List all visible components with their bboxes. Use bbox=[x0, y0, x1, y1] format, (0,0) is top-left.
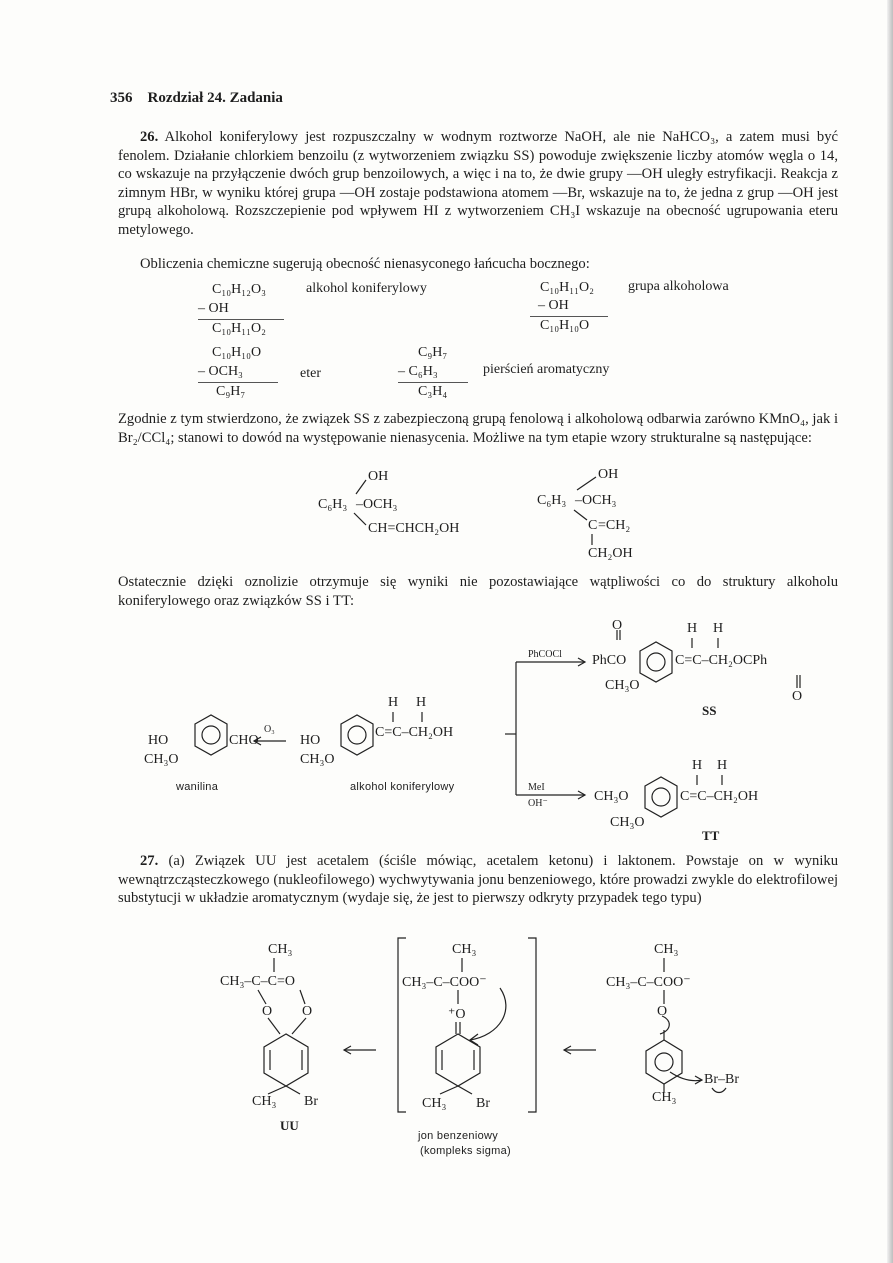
calc-d2: – C₆H₃ bbox=[398, 364, 438, 379]
ion-ch3: CH₃ bbox=[422, 1096, 447, 1111]
calc-a3: C₁₀H₁₁O₂ bbox=[212, 321, 266, 336]
ss-ch3o: CH₃O bbox=[605, 678, 640, 693]
vanillin-label: wanilina bbox=[176, 781, 219, 793]
uu-ch3c: CH₃–C–C=O bbox=[220, 974, 296, 989]
calc-c3: C₉H₇ bbox=[216, 384, 246, 399]
calc-a1: C₁₀H₁₂O₃ bbox=[212, 282, 266, 297]
uu-o-right: O bbox=[302, 1004, 313, 1019]
tt-ch3o-para: CH₃O bbox=[594, 789, 629, 804]
uu-br: Br bbox=[304, 1094, 318, 1109]
coniferyl-h2: H bbox=[416, 695, 427, 710]
ion-br: Br bbox=[476, 1096, 490, 1111]
tt-ch3o-meta: CH₃O bbox=[610, 815, 645, 830]
paragraph-26-unsaturation: Zgodnie z tym stwierdzono, że związek SS z zabezpieczoną grupą fenolową i alkoholową odbarwia zarówno KMnO₄, jak i Br₂/CCl₄; stanowi to dowód na występowanie nienasycenia. Możliwe na tym etapie wzory strukturalne są następujące: bbox=[118, 411, 838, 446]
calc-a2: – OH bbox=[198, 301, 229, 316]
benzoyl-chloride-reagent: PhCOCl bbox=[528, 649, 562, 660]
vanillin-cho: CHO bbox=[229, 733, 259, 748]
uu-label: UU bbox=[280, 1118, 299, 1133]
ion-sublabel: (kompleks sigma) bbox=[420, 1145, 511, 1157]
calc-b1-label: grupa alkoholowa bbox=[628, 279, 729, 294]
ss-h2: H bbox=[713, 621, 724, 636]
calc-a1-label: alkohol koniferylowy bbox=[306, 281, 427, 296]
hydroxide-reagent: OH⁻ bbox=[528, 798, 548, 809]
s2-c: C bbox=[588, 518, 598, 533]
start-ch3-top: CH₃ bbox=[654, 942, 679, 957]
uu-o-left: O bbox=[262, 1004, 273, 1019]
s2-ch2oh: CH₂OH bbox=[588, 546, 633, 561]
ss-chain: C=C–CH₂OCPh bbox=[675, 653, 768, 668]
coniferyl-chain: C=C–CH₂OH bbox=[375, 725, 454, 740]
calc-b2: – OH bbox=[538, 298, 569, 313]
ss-ester-o: O bbox=[792, 689, 803, 704]
coniferyl-ch3o: CH₃O bbox=[300, 752, 335, 767]
ion-chain: CH₃–C–COO⁻ bbox=[402, 975, 487, 990]
coniferyl-h1: H bbox=[388, 695, 399, 710]
calc-d3: C₃H₄ bbox=[418, 384, 448, 399]
ss-phco: PhCO bbox=[592, 653, 627, 668]
uu-ch3: CH₃ bbox=[252, 1094, 277, 1109]
tt-label: TT bbox=[702, 828, 720, 843]
coniferyl-ho: HO bbox=[300, 733, 321, 748]
ion-label: jon benzeniowy bbox=[418, 1130, 499, 1142]
tt-chain: C=C–CH₂OH bbox=[680, 789, 759, 804]
start-chain: CH₃–C–COO⁻ bbox=[606, 975, 691, 990]
s1-oh: OH bbox=[368, 469, 389, 484]
tt-h2: H bbox=[717, 758, 728, 773]
methyl-iodide-reagent: MeI bbox=[528, 782, 545, 793]
coniferyl-label: alkohol koniferylowy bbox=[350, 781, 455, 793]
start-ch3: CH₃ bbox=[652, 1090, 677, 1105]
start-brbr: Br–Br bbox=[704, 1072, 739, 1087]
calc-d1: C₉H₇ bbox=[418, 345, 448, 360]
uu-ch3-top: CH₃ bbox=[268, 942, 293, 957]
ion-ch3-top: CH₃ bbox=[452, 942, 477, 957]
calc-c2: – OCH₃ bbox=[198, 364, 243, 379]
calc-intro: Obliczenia chemiczne sugerują obecność nienasyconego łańcucha bocznego: bbox=[140, 256, 590, 272]
s1-chain: CH=CHCH₂OH bbox=[368, 521, 460, 536]
s1-ring: C₆H₃ bbox=[318, 497, 348, 512]
vanillin-ho: HO bbox=[148, 733, 169, 748]
calc-c1: C₁₀H₁₀O bbox=[212, 345, 262, 360]
page-number: 356 bbox=[110, 90, 133, 106]
s2-ring: C₆H₃ bbox=[537, 493, 567, 508]
start-o: O bbox=[657, 1004, 668, 1019]
problem-number-27: 27. bbox=[140, 853, 159, 869]
ss-h1: H bbox=[687, 621, 698, 636]
problem-number-26: 26. bbox=[140, 129, 159, 145]
ss-label: SS bbox=[702, 703, 717, 718]
calc-d2-label: pierścień aromatyczny bbox=[483, 362, 610, 377]
s2-ch2: =CH₂ bbox=[598, 518, 631, 533]
chapter-title: Rozdział 24. Zadania bbox=[147, 90, 283, 106]
paragraph-27-text: (a) Związek UU jest acetalem (ściśle mówiąc, acetalem ketonu) i laktonem. Powstaje on w wyniku wewnątrzcząsteczkowego (nukleofilowego) wychwytywania jonu benzeniowego, które prowadzi zwykle do elektrofilowej substytucji w układzie aromatycznym (wydaje się, że jest to pierwszy odkryty przypadek tego typu) bbox=[118, 853, 838, 907]
paragraph-26-conclusion: Ostatecznie dzięki oznolizie otrzymuje się wyniki nie pozostawiające wątpliwości co do struktury alkoholu koniferylowego oraz związków SS i TT: bbox=[118, 574, 838, 609]
s2-oh: OH bbox=[598, 467, 619, 482]
tt-h1: H bbox=[692, 758, 703, 773]
calc-c2-label: eter bbox=[300, 366, 321, 381]
calc-b3: C₁₀H₁₀O bbox=[540, 318, 590, 333]
paragraph-26-text: Alkohol koniferylowy jest rozpuszczalny w wodnym roztworze NaOH, ale nie NaHCO₃, a zatem musi być fenolem. Działanie chlorkiem benzoilu (z wytworzeniem związku SS) powoduje zwiększenie liczby atomów węgla o 14, co wskazuje na przyłączenie dwóch grup benzoilowych, a więc i na to, że dwie grupy —OH uległy estryfikacji. Reakcja z zimnym HBr, w wyniku której grupa —OH zostaje podstawiona atomem —Br, wskazuje na to, że jedna z grup —OH jest grupą alkoholową. Rozszczepienie pod wpływem HI z wytworzeniem CH₃I wskazuje na obecność ugrupowania eteru metylowego. bbox=[118, 129, 838, 238]
ozonolysis-reagent: O₃ bbox=[264, 724, 275, 735]
calc-b1: C₁₀H₁₁O₂ bbox=[540, 280, 594, 295]
ion-o-plus: ⁺O bbox=[448, 1007, 466, 1022]
vanillin-ch3o: CH₃O bbox=[144, 752, 179, 767]
s1-och3: –OCH₃ bbox=[356, 497, 398, 512]
s2-och3: –OCH₃ bbox=[575, 493, 617, 508]
ss-carbonyl-o: O bbox=[612, 618, 623, 633]
